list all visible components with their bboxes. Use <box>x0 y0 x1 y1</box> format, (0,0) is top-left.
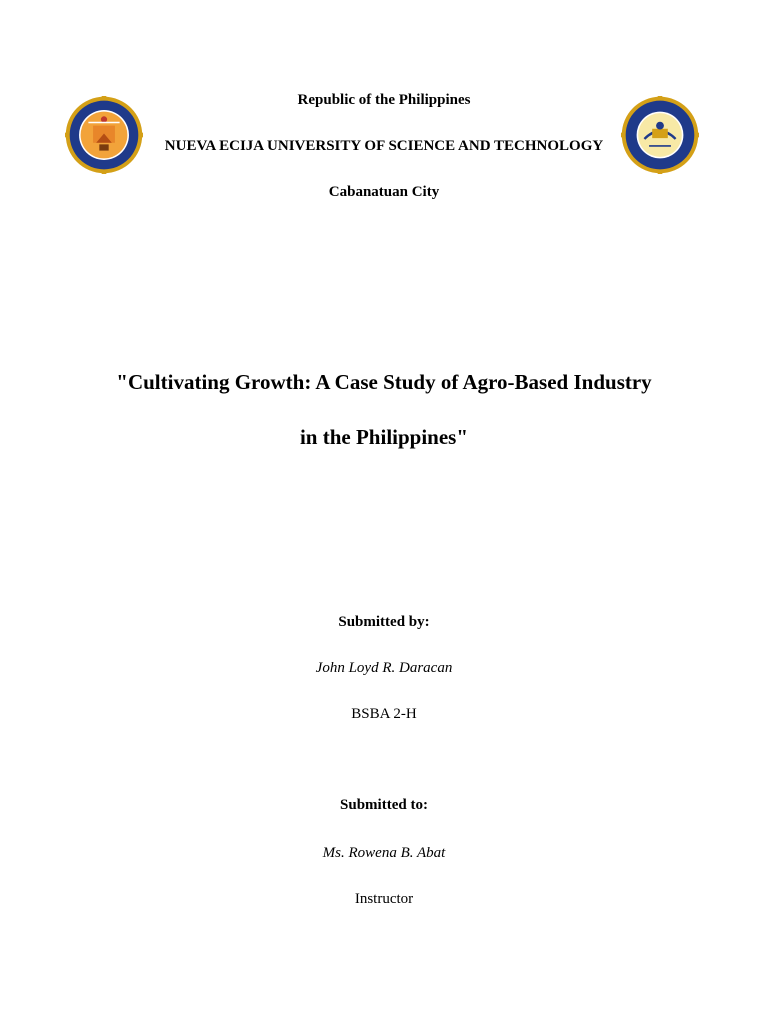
document-title-line-2: in the Philippines" <box>299 425 469 449</box>
student-name: John Loyd R. Daracan <box>315 660 453 676</box>
country-header: Republic of the Philippines <box>297 92 471 108</box>
university-name: NUEVA ECIJA UNIVERSITY OF SCIENCE AND TECHNOLOGY <box>164 138 604 154</box>
instructor-name: Ms. Rowena B. Abat <box>322 845 446 861</box>
student-section: BSBA 2-H <box>351 706 417 722</box>
instructor-role: Instructor <box>354 891 414 907</box>
city-name: Cabanatuan City <box>328 184 440 200</box>
document-title-line-1: "Cultivating Growth: A Case Study of Agro-Based Industry <box>116 370 652 394</box>
submitted-to-label: Submitted to: <box>340 797 428 813</box>
submitted-by-label: Submitted by: <box>338 614 430 630</box>
